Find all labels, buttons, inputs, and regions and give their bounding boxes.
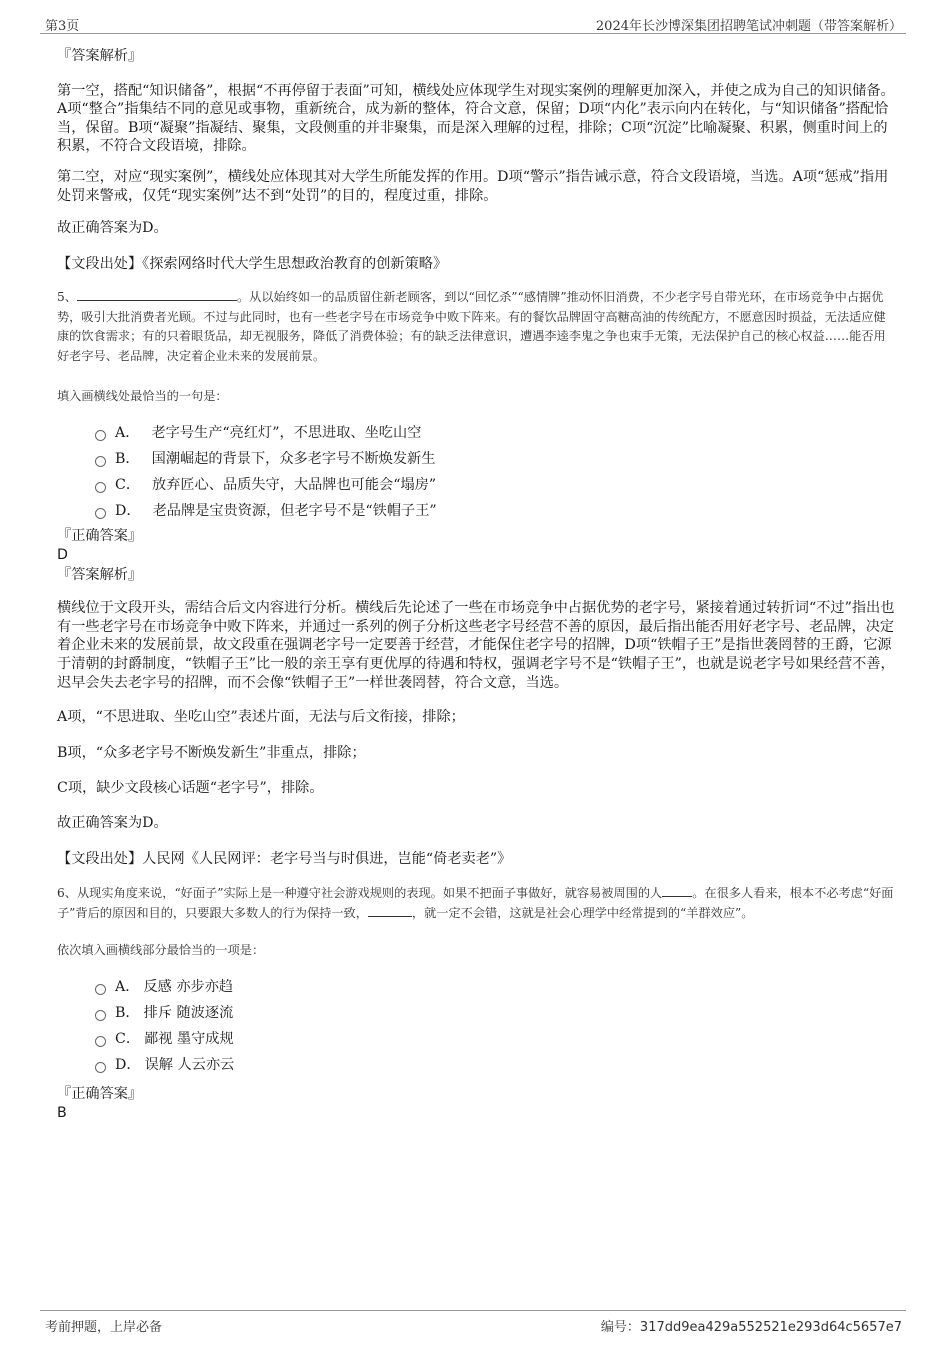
q5-instruction: 填入画横线处最恰当的一句是： [57, 388, 228, 403]
q5-option-d[interactable] [95, 498, 897, 524]
option-letter: B． [115, 451, 140, 468]
radio-button[interactable] [95, 1062, 106, 1073]
page-number: 第3页 [45, 19, 80, 34]
q5-option-a[interactable] [95, 420, 897, 446]
q5-options [95, 420, 897, 524]
q6-options [95, 974, 897, 1078]
option-letter: D． [115, 503, 141, 520]
option-text: 鄙视 墨守成规 [144, 1031, 234, 1048]
document-title: 2024年长沙博深集团招聘笔试冲刺题（带答案解析） [595, 19, 902, 34]
q4-source: 【文段出处】《探索网络时代大学生思想政治教育的创新策略》 [57, 255, 448, 272]
q6-answer: B [57, 1104, 67, 1121]
q6-option-a[interactable] [95, 974, 897, 1000]
option-text: 老品牌是宝贵资源，但老字号不是“铁帽子王” [152, 503, 437, 520]
q6-blank-1 [662, 885, 692, 897]
radio-button[interactable] [95, 482, 106, 493]
q5-analysis-tag: 『答案解析』 [57, 566, 143, 583]
option-text: 反感 亦步亦趋 [143, 979, 234, 996]
page-footer [40, 1310, 906, 1334]
option-letter: B． [115, 1005, 140, 1022]
q5-number: 5、 [57, 290, 77, 305]
q4-analysis-p2: 第二空，对应“现实案例”，横线处应体现其对大学生所能发挥的作用。D项“警示”指告诫示意，符合文段语境，当选。A项“惩戒”指用处罚来警戒，仅凭“现实案例”达不到“处罚”的目的，程度过重，排除。 [57, 168, 889, 204]
radio-button[interactable] [95, 1036, 106, 1047]
q5-reason-c: C项，缺少文段核心话题“老字号”，排除。 [57, 780, 324, 797]
radio-button[interactable] [95, 1010, 106, 1021]
q5-analysis-p1: 横线位于文段开头，需结合后文内容进行分析。横线后先论述了一些在市场竞争中占据优势的老字号，紧接着通过转折词“不过”指出也有一些老字号在市场竞争中败下阵来，并通过一系列的例子分析这些老字号经营不善的原因，最后指出能否用好老字号、老品牌，决定着企业未来的发展前景，故文段重在强调老字号一定要善于经营，才能保住老字号的招牌，D项“铁帽子王”是指世袭罔替的王爵，它源于清朝的封爵制度，“铁帽子王”比一般的亲王享有更优厚的待遇和特权，强调老字号不是“铁帽子王”，也就是说老字号如果经营不善，迟早会失去老字号的招牌，而不会像“铁帽子王”一样世袭罔替，符合文意，当选。 [57, 600, 895, 691]
q6-stem-part2: 。在很多人看来，根本不必考虑“好面子”背后的原因和目的，只要跟大多数人的行为保持一致， [57, 886, 894, 920]
document-body [57, 46, 897, 1123]
radio-button[interactable] [95, 456, 106, 467]
radio-button[interactable] [95, 508, 106, 519]
q5-reason-a: A项，“不思进取、坐吃山空”表述片面，无法与后文衔接，排除； [57, 709, 465, 726]
page-header [40, 10, 906, 34]
q5-stem-text: 。从以始终如一的品质留住新老顾客，到以“回忆杀”“感情牌”推动怀旧消费，不少老字号自带光环，在市场竞争中占据优势，吸引大批消费者光顾。不过与此同时，也有一些老字号在市场竞争中败下阵来。有的餐饮品牌固守高糖高油的传统配方，不愿意因时损益，无法适应健康的饮食需求；有的只着眼货品，却无视服务，降低了消费体验；有的缺乏法律意识，遭遇李逵李鬼之争也束手无策，无法保护自己的核心权益……能否用好老字号、老品牌，决定着企业未来的发展前景。 [57, 290, 886, 363]
radio-button[interactable] [95, 984, 106, 995]
q5-answer: D [57, 546, 68, 563]
q6-stem-part1: 从现实角度来说，“好面子”实际上是一种遵守社会游戏规则的表现。如果不把面子事做好，就容易被周围的人 [76, 886, 663, 901]
option-letter: D． [115, 1057, 141, 1074]
document-id: 编号：317dd9ea429a552521e293d64c5657e7 [600, 1320, 902, 1335]
option-letter: A． [115, 425, 140, 442]
option-text: 国潮崛起的背景下，众多老字号不断焕发新生 [151, 451, 436, 468]
q5-reason-b: B项，“众多老字号不断焕发新生”非重点，排除； [57, 744, 366, 761]
q6-stem [57, 884, 897, 923]
option-text: 排斥 随波逐流 [143, 1005, 234, 1022]
q5-stem [57, 288, 897, 366]
q5-source: 【文段出处】人民网《人民网评：老字号当与时俱进，岂能“倚老卖老”》 [57, 850, 512, 867]
q4-analysis-tag: 『答案解析』 [57, 48, 143, 64]
q5-option-b[interactable] [95, 446, 897, 472]
option-letter: A． [115, 979, 140, 996]
option-letter: C． [115, 477, 141, 494]
q6-answer-tag: 『正确答案』 [57, 1086, 143, 1103]
option-letter: C． [115, 1031, 141, 1048]
q6-option-d[interactable] [95, 1052, 897, 1078]
q6-stem-part3: ，就一定不会错，这就是社会心理学中经常提到的“羊群效应”。 [411, 905, 754, 920]
q6-option-c[interactable] [95, 1026, 897, 1052]
option-text: 放弃匠心、品质失守，大品牌也可能会“塌房” [152, 477, 437, 494]
option-text: 误解 人云亦云 [144, 1057, 235, 1074]
q5-conclusion: 故正确答案为D。 [57, 814, 168, 831]
radio-button[interactable] [95, 430, 106, 441]
q6-instruction: 依次填入画横线部分最恰当的一项是： [57, 942, 265, 957]
q5-option-c[interactable] [95, 472, 897, 498]
q6-option-b[interactable] [95, 1000, 897, 1026]
q6-blank-2 [368, 905, 412, 917]
q6-number: 6、 [57, 886, 77, 901]
q5-answer-tag: 『正确答案』 [57, 528, 143, 545]
option-text: 老字号生产“亮红灯”，不思进取、坐吃山空 [151, 425, 422, 442]
q4-analysis-p1: 第一空，搭配“知识储备”，根据“不再停留于表面”可知，横线处应体现学生对现实案例的理解更加深入，并使之成为自己的知识储备。A项“整合”指集结不同的意见或事物，重新统合，成为新的整体，符合文意，保留；D项“内化”表示向内在转化，与“知识储备”搭配恰当，保留。B项“凝聚”指凝结、聚集，文段侧重的并非聚集，而是深入理解的过程，排除；C项“沉淀”比喻凝聚、积累，侧重时间上的积累，不符合文段语境，排除。 [57, 82, 895, 155]
q4-conclusion: 故正确答案为D。 [57, 220, 168, 237]
footer-slogan: 考前押题，上岸必备 [45, 1320, 163, 1335]
q5-blank [77, 289, 237, 301]
